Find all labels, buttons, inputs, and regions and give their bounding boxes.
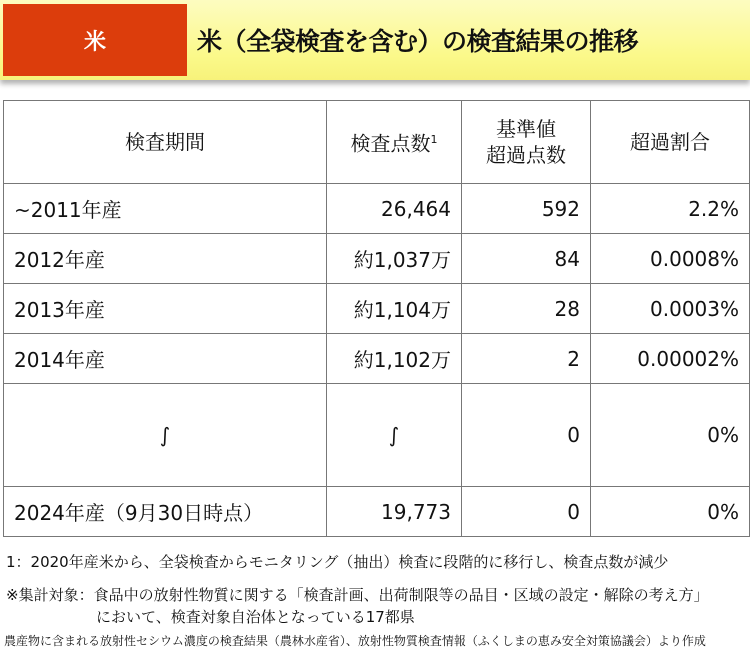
ratio-cell: 0% bbox=[591, 487, 750, 537]
category-badge: 米 bbox=[3, 4, 187, 76]
count-cell: 26,464 bbox=[327, 184, 462, 234]
page-title: 米（全袋検査を含む）の検査結果の推移 bbox=[197, 27, 639, 56]
period-cell: 2012年産 bbox=[4, 234, 327, 284]
ratio-cell: 2.2% bbox=[591, 184, 750, 234]
ratio-cell: 0.0008% bbox=[591, 234, 750, 284]
scope-note: ※集計対象：食品中の放射性物質に関する「検査計画、出荷制限等の品目・区域の設定・解除の考え方」 bbox=[6, 586, 709, 604]
omission-mark: ∫ bbox=[4, 384, 327, 487]
exceed-cell: 0 bbox=[462, 384, 591, 487]
table-row bbox=[4, 487, 750, 537]
title-banner bbox=[0, 0, 750, 80]
period-cell: 2014年産 bbox=[4, 334, 327, 384]
header-ratio: 超過割合 bbox=[591, 101, 750, 184]
count-cell: 約1,104万 bbox=[327, 284, 462, 334]
footnote-1: 1：2020年産米から、全袋検査からモニタリング（抽出）検査に段階的に移行し、検査点数が減少 bbox=[6, 553, 669, 571]
header-period: 検査期間 bbox=[4, 101, 327, 184]
omission-mark: ∫ bbox=[327, 384, 462, 487]
scope-note-cont: において、検査対象自治体となっている17都県 bbox=[96, 608, 415, 626]
header-count-label: 検査点数 bbox=[350, 131, 431, 156]
footnote-marker: 1 bbox=[430, 133, 438, 147]
results-table bbox=[3, 100, 750, 537]
table-row-omitted bbox=[4, 384, 750, 487]
exceed-cell: 84 bbox=[462, 234, 591, 284]
period-cell: 2024年産（9月30日時点） bbox=[4, 487, 327, 537]
table-header bbox=[4, 101, 750, 184]
header-exceed-line1: 基準値 bbox=[496, 117, 556, 141]
table-row bbox=[4, 284, 750, 334]
ratio-cell: 0% bbox=[591, 384, 750, 487]
ratio-cell: 0.0003% bbox=[591, 284, 750, 334]
header-exceed-line2: 超過点数 bbox=[486, 143, 566, 167]
header-count bbox=[327, 101, 462, 184]
exceed-cell: 2 bbox=[462, 334, 591, 384]
header-exceed bbox=[462, 101, 591, 184]
count-cell: 約1,102万 bbox=[327, 334, 462, 384]
source-note: 農産物に含まれる放射性セシウム濃度の検査結果（農林水産省）、放射性物質検査情報（ふくしまの恵み安全対策協議会）より作成 bbox=[4, 634, 706, 648]
table-row bbox=[4, 334, 750, 384]
period-cell: ~2011年産 bbox=[4, 184, 327, 234]
table-row bbox=[4, 234, 750, 284]
count-cell: 約1,037万 bbox=[327, 234, 462, 284]
exceed-cell: 0 bbox=[462, 487, 591, 537]
period-cell: 2013年産 bbox=[4, 284, 327, 334]
count-cell: 19,773 bbox=[327, 487, 462, 537]
exceed-cell: 592 bbox=[462, 184, 591, 234]
table-row bbox=[4, 184, 750, 234]
ratio-cell: 0.00002% bbox=[591, 334, 750, 384]
exceed-cell: 28 bbox=[462, 284, 591, 334]
